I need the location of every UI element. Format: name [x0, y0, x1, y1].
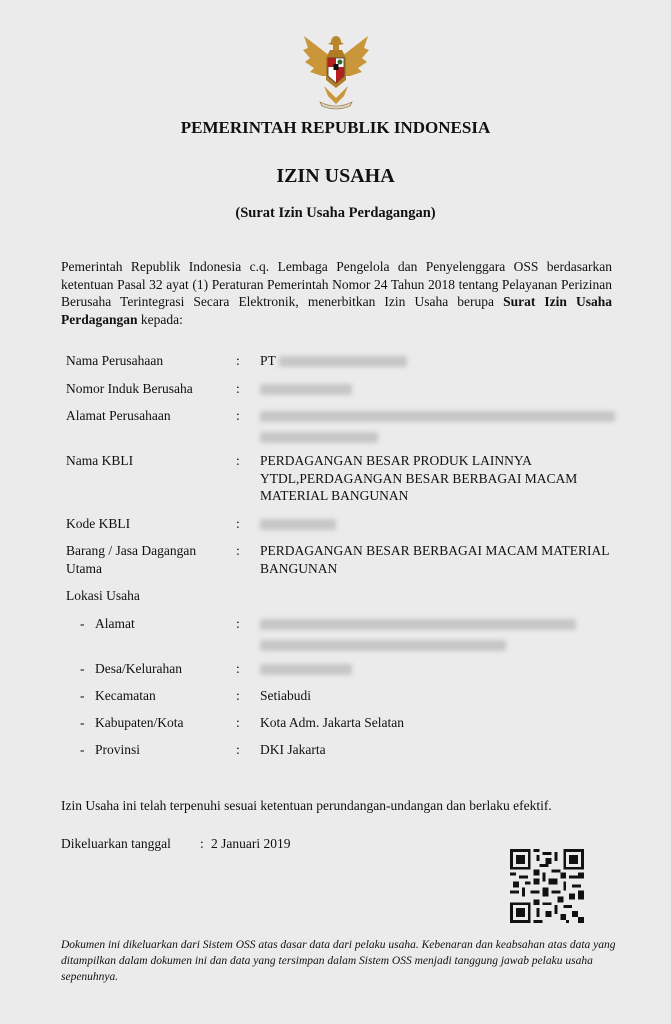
field-label: Nama Perusahaan — [66, 353, 164, 368]
field-colon: : — [236, 661, 240, 676]
issued-colon: : — [200, 836, 204, 851]
garuda-emblem-icon — [300, 32, 372, 110]
redacted-value — [260, 432, 378, 443]
issued-label: Dikeluarkan tanggal — [61, 836, 171, 851]
list-dash: - — [80, 715, 85, 730]
redacted-value — [279, 356, 407, 367]
field-value — [260, 515, 615, 533]
intro-bold-permit: Surat Izin Usaha Perdagangan — [61, 294, 612, 327]
field-label: Kode KBLI — [66, 516, 131, 531]
field-colon: : — [236, 688, 240, 703]
field-label: - Kecamatan — [80, 688, 156, 703]
redacted-value — [260, 664, 352, 675]
validity-statement: Izin Usaha ini telah terpenuhi sesuai ketentuan perundangan-undangan dan berlaku efektif. — [61, 798, 552, 813]
company-prefix: PT — [260, 353, 276, 368]
field-value — [260, 660, 615, 678]
government-heading: PEMERINTAH REPUBLIK INDONESIA — [180, 118, 491, 137]
section-label: Lokasi Usaha — [66, 588, 140, 603]
intro-suffix: kepada: — [137, 311, 183, 327]
field-value: Setiabudi — [260, 688, 311, 703]
field-colon: : — [236, 616, 240, 631]
field-colon: : — [236, 381, 240, 396]
field-colon: : — [236, 516, 240, 531]
field-value — [260, 380, 615, 398]
intro-paragraph — [61, 258, 612, 328]
document-title: IZIN USAHA — [276, 165, 395, 187]
field-value: PERDAGANGAN BESAR PRODUK LAINNYA YTDL,PERDAGANGAN BESAR BERBAGAI MACAM MATERIAL BANGUNAN — [260, 453, 578, 503]
field-label: - Kabupaten/Kota — [80, 715, 184, 730]
field-label: - Desa/Kelurahan — [80, 661, 182, 676]
redacted-value — [260, 640, 506, 651]
redacted-value — [260, 384, 352, 395]
qr-code-icon — [510, 849, 584, 923]
footer-disclaimer: Dokumen ini dikeluarkan dari Sistem OSS atas dasar data dari pelaku usaha. Kebenaran dan keabsahan atas data yang ditampilkan dalam dokumen ini dan data yang tersimpan dalam Sistem OSS menjadi tanggung jawab pelaku usaha sepenuhnya. — [61, 939, 616, 983]
field-value: Kota Adm. Jakarta Selatan — [260, 715, 404, 730]
field-label: - Provinsi — [80, 742, 141, 757]
field-label: Alamat Perusahaan — [66, 408, 171, 423]
redacted-value — [260, 519, 336, 530]
list-dash: - — [80, 616, 85, 631]
field-colon: : — [236, 543, 240, 558]
list-dash: - — [80, 688, 85, 703]
field-label: Nama KBLI — [66, 453, 134, 468]
issued-date: 2 Januari 2019 — [211, 836, 291, 851]
list-dash: - — [80, 661, 85, 676]
field-label: Barang / Jasa Dagangan Utama — [66, 543, 197, 576]
field-value — [260, 352, 615, 370]
field-value: PERDAGANGAN BESAR BERBAGAI MACAM MATERIAL BANGUNAN — [260, 543, 610, 576]
redacted-value — [260, 411, 615, 422]
field-colon: : — [236, 353, 240, 368]
field-value: DKI Jakarta — [260, 742, 326, 757]
field-colon: : — [236, 742, 240, 757]
field-colon: : — [236, 453, 240, 468]
document-subtitle: (Surat Izin Usaha Perdagangan) — [235, 205, 436, 221]
redacted-value — [260, 619, 576, 630]
intro-text: Pemerintah Republik Indonesia c.q. Lembaga Pengelola dan Penyelenggara OSS berdasarkan ketentuan Pasal 32 ayat (1) Peraturan Pemerintah Nomor 24 Tahun 2018 tentang Pelayanan Perizinan Berusaha Terintegrasi Secara Elektronik, menerbitkan Izin Usaha berupa — [61, 259, 612, 309]
field-colon: : — [236, 715, 240, 730]
field-label: - Alamat — [80, 616, 135, 631]
field-colon: : — [236, 408, 240, 423]
field-value — [260, 407, 615, 443]
field-value — [260, 615, 615, 651]
list-dash: - — [80, 742, 85, 757]
field-label: Nomor Induk Berusaha — [66, 381, 193, 396]
